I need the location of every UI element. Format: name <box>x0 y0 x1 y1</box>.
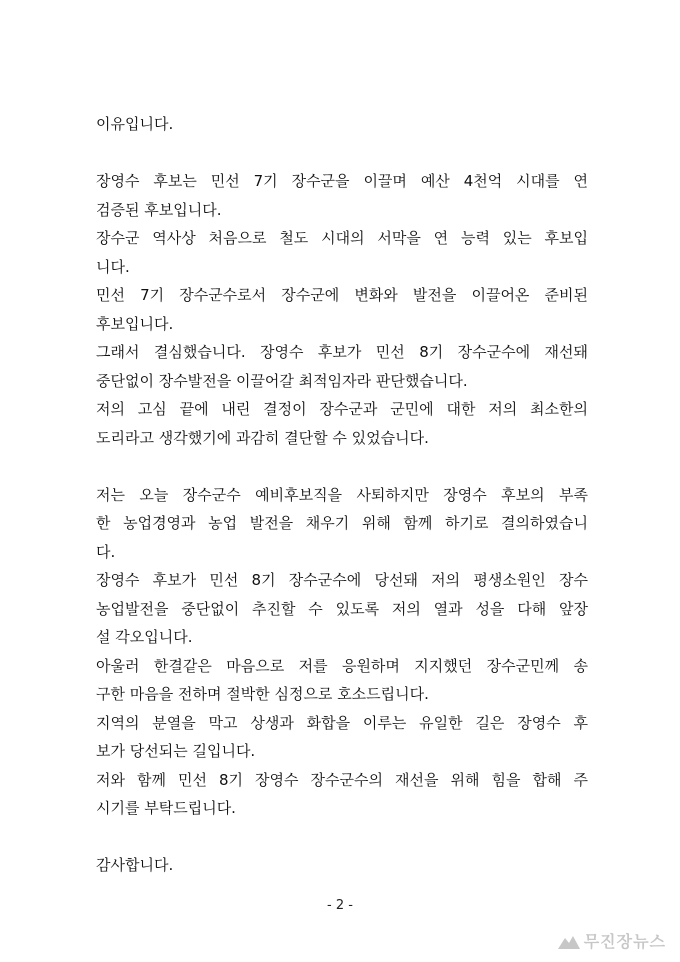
paragraph <box>96 481 588 823</box>
text-line: 후보입니다. <box>96 314 174 333</box>
page-number: - 2 - <box>327 898 353 913</box>
watermark-text: 무진장뉴스 <box>583 932 666 951</box>
text-line: 저의 고심 끝에 내린 결정이 장수군과 군민에 대한 저의 최소한의 <box>96 400 588 418</box>
text-line: 도리라고 생각했기에 과감히 결단할 수 있었습니다. <box>96 428 429 447</box>
paragraph <box>96 167 588 452</box>
text-line: 민선 7기 장수군수로서 장수군에 변화와 발전을 이끌어온 준비된 <box>96 286 588 304</box>
text-line: 농업발전을 중단없이 추진할 수 있도록 저의 열과 성을 다해 앞장 <box>96 599 588 618</box>
watermark <box>558 929 666 952</box>
text-line: 보가 당선되는 길입니다. <box>96 742 256 760</box>
text-line: 지역의 분열을 막고 상생과 화합을 이루는 유일한 길은 장영수 후 <box>96 713 588 732</box>
text-line: 다. <box>96 542 116 561</box>
text-line: 중단없이 장수발전을 이끌어갈 최적임자라 판단했습니다. <box>96 371 468 390</box>
text-line: 아울러 한결같은 마음으로 저를 응원하며 지지했던 장수군민께 송 <box>96 656 588 675</box>
document-body <box>96 110 588 880</box>
paragraph <box>96 851 588 880</box>
paragraph-gap <box>96 823 588 852</box>
paragraph-gap <box>96 139 588 168</box>
mountain-logo-icon <box>558 933 580 949</box>
text-line: 검증된 후보입니다. <box>96 200 222 219</box>
text-line: 저와 함께 민선 8기 장영수 장수군수의 재선을 위해 힘을 합해 주 <box>96 770 588 789</box>
text-line: 구한 마음을 전하며 절박한 심정으로 호소드립니다. <box>96 685 429 703</box>
text-line: 장수군 역사상 처음으로 철도 시대의 서막을 연 능력 있는 후보입 <box>96 229 588 247</box>
text-line: 이유입니다. <box>96 115 174 133</box>
text-line: 감사합니다. <box>96 856 174 874</box>
text-line: 장영수 후보가 민선 8기 장수군수에 당선돼 저의 평생소원인 장수 <box>96 571 588 589</box>
text-line: 저는 오늘 장수군수 예비후보직을 사퇴하지만 장영수 후보의 부족 <box>96 485 588 504</box>
paragraph <box>96 110 588 139</box>
text-line: 시기를 부탁드립니다. <box>96 799 236 817</box>
text-line: 장영수 후보는 민선 7기 장수군을 이끌며 예산 4천억 시대를 연 <box>96 172 588 190</box>
text-line: 그래서 결심했습니다. 장영수 후보가 민선 8기 장수군수에 재선돼 <box>96 343 588 361</box>
text-line: 설 각오입니다. <box>96 628 193 646</box>
paragraph-gap <box>96 452 588 481</box>
text-line: 니다. <box>96 257 130 276</box>
text-line: 한 농업경영과 농업 발전을 채우기 위해 함께 하기로 결의하였습니 <box>96 514 588 532</box>
